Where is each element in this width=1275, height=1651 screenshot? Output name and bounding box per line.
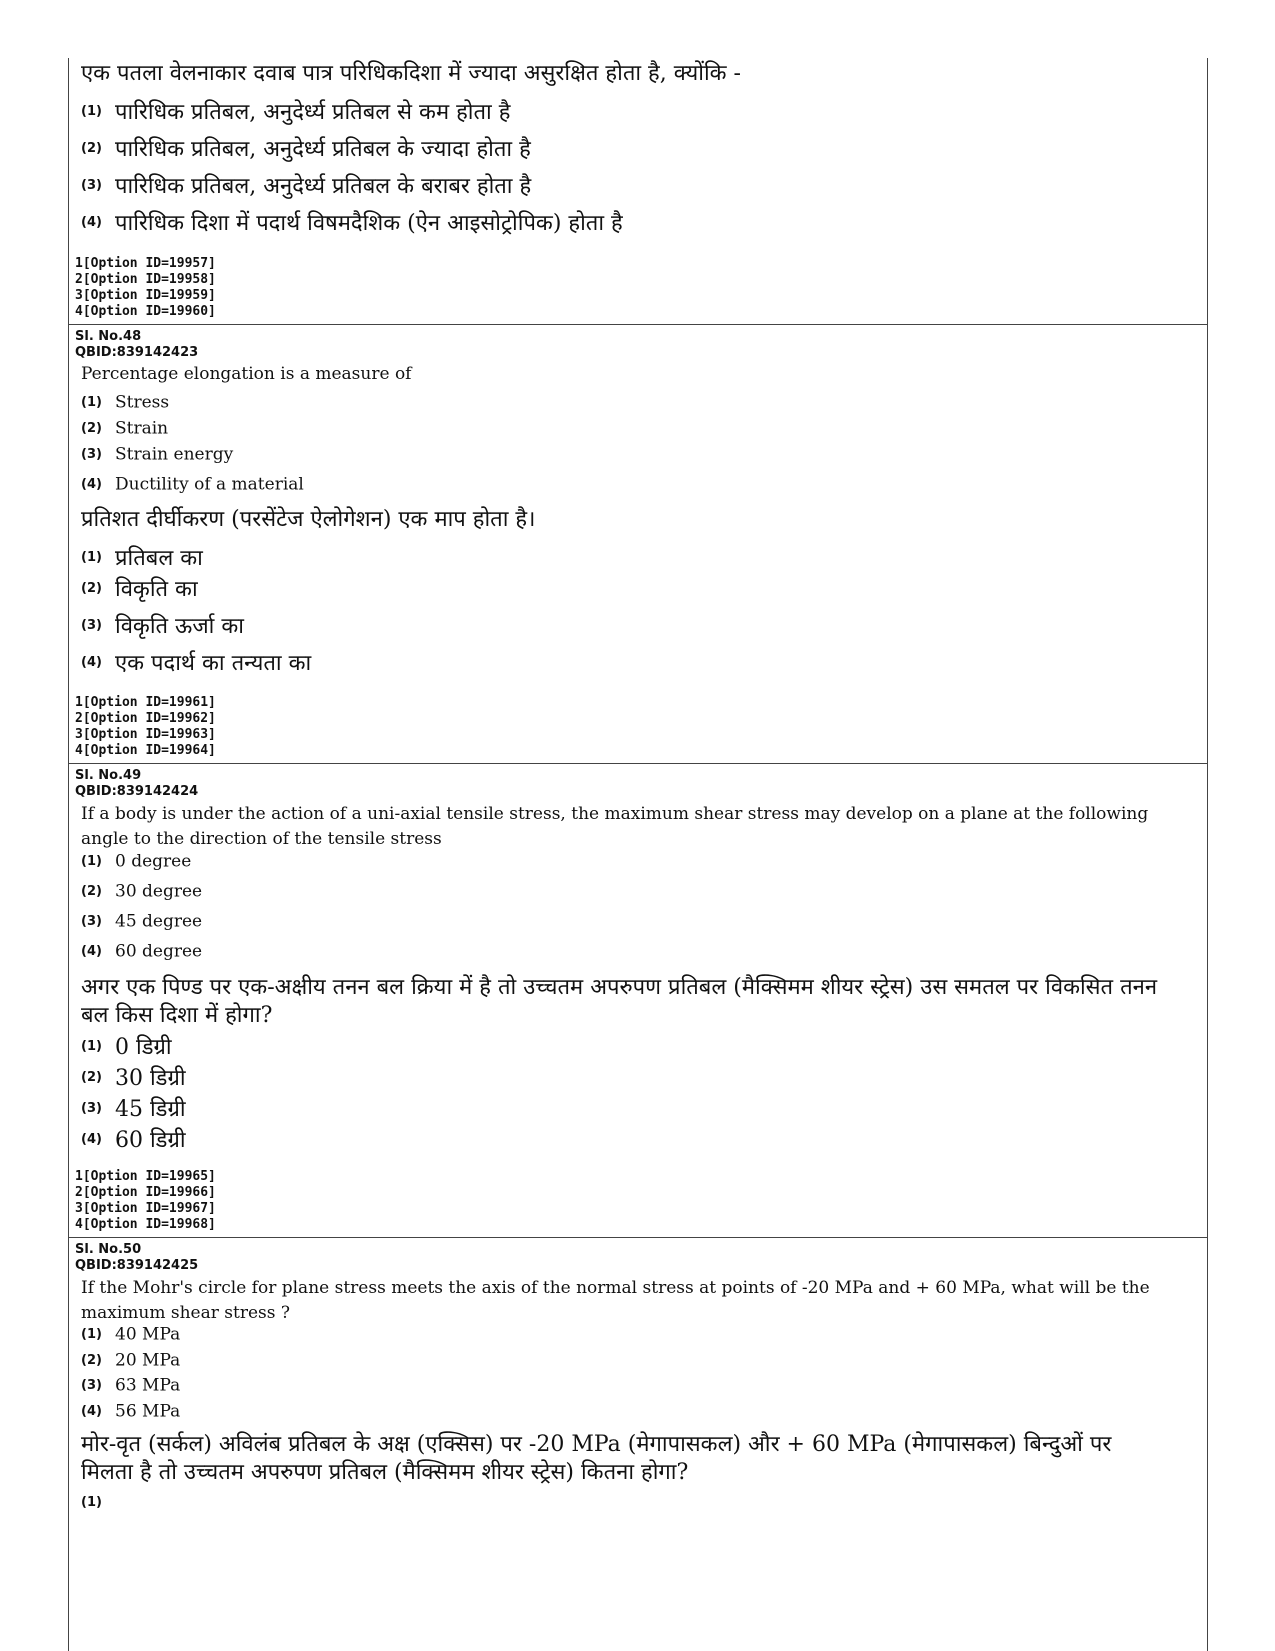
q47-option-ids: 1[Option ID=19957] 2[Option ID=19958] 3[Option ID=19959] 4[Option ID=19960] xyxy=(75,256,216,319)
q48-english-option-3: (3) Strain energy xyxy=(81,444,234,465)
q50-english-question: If the Mohr's circle for plane stress meets the axis of the normal stress at points of -20 MPa and + 60 MPa, what will be the maximum shear stress ? xyxy=(81,1278,1150,1323)
q48-hindi-question: प्रतिशत दीर्घीकरण (परसेंटेज ऐलोगेशन) एक माप होता है। xyxy=(81,507,536,532)
q49-hindi-option-4: (4) 60 डिग्री xyxy=(81,1128,186,1153)
q47-hindi-option-1: (1) पारिधिक प्रतिबल, अनुदेर्ध्य प्रतिबल से कम होता है xyxy=(81,100,511,125)
q48-english-option-2: (2) Strain xyxy=(81,418,169,439)
q49-english-option-4: (4) 60 degree xyxy=(81,941,203,962)
q49-sl-no: Sl. No.49 xyxy=(75,768,142,783)
q47-hindi-option-2: (2) पारिधिक प्रतिबल, अनुदेर्ध्य प्रतिबल के ज्यादा होता है xyxy=(81,137,531,162)
q50-sl-no: Sl. No.50 xyxy=(75,1242,142,1257)
q48-hindi-option-2: (2) विकृति का xyxy=(81,577,198,602)
q49-english-option-1: (1) 0 degree xyxy=(81,851,192,872)
q49-hindi-option-3: (3) 45 डिग्री xyxy=(81,1097,186,1122)
q49-option-ids: 1[Option ID=19965] 2[Option ID=19966] 3[Option ID=19967] 4[Option ID=19968] xyxy=(75,1169,216,1232)
q50-qbid: QBID:839142425 xyxy=(75,1258,199,1273)
q49-hindi-option-2: (2) 30 डिग्री xyxy=(81,1066,186,1091)
q48-qbid: QBID:839142423 xyxy=(75,345,199,360)
q49-hindi-question: अगर एक पिण्ड पर एक-अक्षीय तनन बल क्रिया में है तो उच्चतम अपरुपण प्रतिबल (मैक्सिमम शीयर स्ट्रेस) उस समतल पर विकसित तनन बल किस दिशा में होगा? xyxy=(81,975,1158,1028)
q49-english-option-3: (3) 45 degree xyxy=(81,911,203,932)
q50-english-option-2: (2) 20 MPa xyxy=(81,1350,181,1371)
q47-hindi-option-4: (4) पारिधिक दिशा में पदार्थ विषमदैशिक (ऐन आइसोट्रोपिक) होता है xyxy=(81,211,623,236)
q49-qbid: QBID:839142424 xyxy=(75,784,199,799)
q50-english-option-4: (4) 56 MPa xyxy=(81,1401,181,1422)
q48-hindi-option-3: (3) विकृति ऊर्जा का xyxy=(81,614,244,639)
q48-english-question: Percentage elongation is a measure of xyxy=(81,364,412,384)
divider xyxy=(69,1237,1207,1238)
q48-hindi-option-4: (4) एक पदार्थ का तन्यता का xyxy=(81,651,312,676)
q48-hindi-option-1: (1) प्रतिबल का xyxy=(81,546,203,571)
q47-hindi-option-3: (3) पारिधिक प्रतिबल, अनुदेर्ध्य प्रतिबल के बराबर होता है xyxy=(81,174,532,199)
q50-english-option-1: (1) 40 MPa xyxy=(81,1324,181,1345)
q49-english-option-2: (2) 30 degree xyxy=(81,881,203,902)
q48-sl-no: Sl. No.48 xyxy=(75,329,142,344)
q49-english-question: If a body is under the action of a uni-axial tensile stress, the maximum shear stress may develop on a plane at the following angle to the direction of the tensile stress xyxy=(81,804,1149,849)
divider xyxy=(69,763,1207,764)
divider xyxy=(69,324,1207,325)
question-sheet xyxy=(68,58,1208,1651)
q48-english-option-1: (1) Stress xyxy=(81,392,170,413)
q50-hindi-option-1: (1) xyxy=(81,1495,102,1510)
q48-option-ids: 1[Option ID=19961] 2[Option ID=19962] 3[Option ID=19963] 4[Option ID=19964] xyxy=(75,695,216,758)
q48-english-option-4: (4) Ductility of a material xyxy=(81,474,304,495)
q47-hindi-question: एक पतला वेलनाकार दवाब पात्र परिधिकदिशा में ज्यादा असुरक्षित होता है, क्योंकि - xyxy=(81,61,741,86)
q50-hindi-question: मोर-वृत (सर्कल) अविलंब प्रतिबल के अक्ष (एक्सिस) पर -20 MPa (मेगापासकल) और + 60 MPa (मेगापासकल) बिन्दुओं पर मिलता है तो उच्चतम अपरुपण प्रतिबल (मैक्सिमम शीयर स्ट्रेस) कितना होगा? xyxy=(81,1432,1112,1485)
q49-hindi-option-1: (1) 0 डिग्री xyxy=(81,1035,172,1060)
q50-english-option-3: (3) 63 MPa xyxy=(81,1375,181,1396)
